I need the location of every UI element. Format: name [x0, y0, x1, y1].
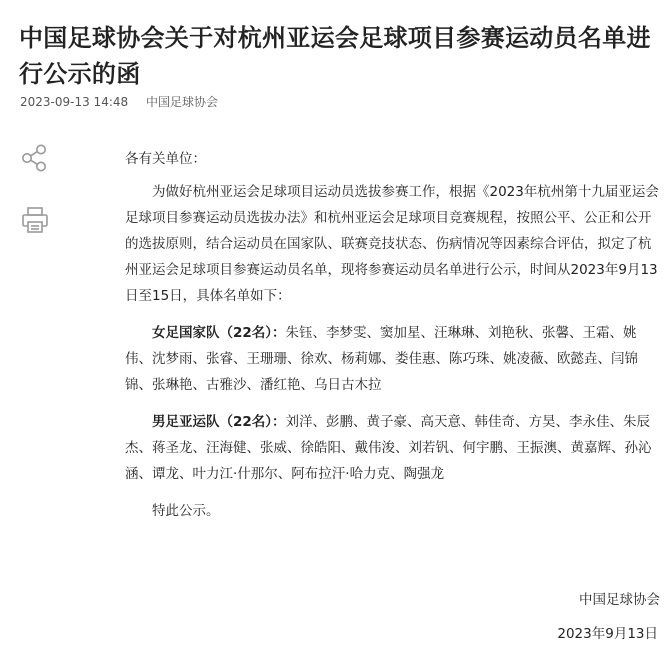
- article-body: [125, 146, 660, 524]
- signature-org: 中国足球协会: [579, 592, 660, 608]
- print-icon[interactable]: [20, 205, 50, 235]
- article-source[interactable]: 中国足球协会: [145, 95, 218, 109]
- signature-date: 2023年9月13日: [557, 626, 658, 642]
- men-team-label: 男足亚运队（22名）：: [152, 414, 286, 430]
- closing-line: 特此公示。: [152, 503, 220, 519]
- men-team-paragraph: [125, 409, 660, 487]
- women-team-players: 朱钰、李梦雯、窦加星、汪琳琳、刘艳秋、张馨、王霜、姚伟、沈梦雨、张睿、王珊珊、徐欢、杨莉娜、娄佳惠、陈巧珠、姚凌薇、欧懿垚、闫锦锦、张琳艳、古雅沙、潘红艳、乌日古木拉: [125, 325, 638, 393]
- share-icon[interactable]: [20, 143, 50, 173]
- men-team-players: 刘洋、彭鹏、黄子豪、高天意、韩佳奇、方昊、李永佳、朱辰杰、蒋圣龙、汪海健、张威、徐皓阳、戴伟浚、刘若钒、何宇鹏、王振澳、黄嘉辉、孙沁涵、谭龙、叶力江·什那尔、阿布拉汗·哈力克、陶强龙: [125, 414, 652, 482]
- salutation: 各有关单位：: [125, 151, 206, 167]
- women-team-label: 女足国家队（22名）：: [152, 325, 286, 341]
- women-team-paragraph: [125, 320, 660, 398]
- intro-paragraph: 为做好杭州亚运会足球项目运动员选拔参赛工作，根据《2023年杭州第十九届亚运会足球项目参赛运动员选拔办法》和杭州亚运会足球项目竞赛规程，按照公平、公正和公开的选拔原则，结合运动员在国家队、联赛竞技状态、伤病情况等因素综合评估，拟定了杭州亚运会足球项目参赛运动员名单，现将参赛运动员名单进行公示，时间从2023年9月13日至15日，具体名单如下：: [125, 184, 659, 304]
- publish-date: 2023-09-13 14:48: [20, 95, 129, 109]
- article-title: 中国足球协会关于对杭州亚运会足球项目参赛运动员名单进行公示的函: [19, 24, 651, 88]
- article-meta: [20, 94, 218, 110]
